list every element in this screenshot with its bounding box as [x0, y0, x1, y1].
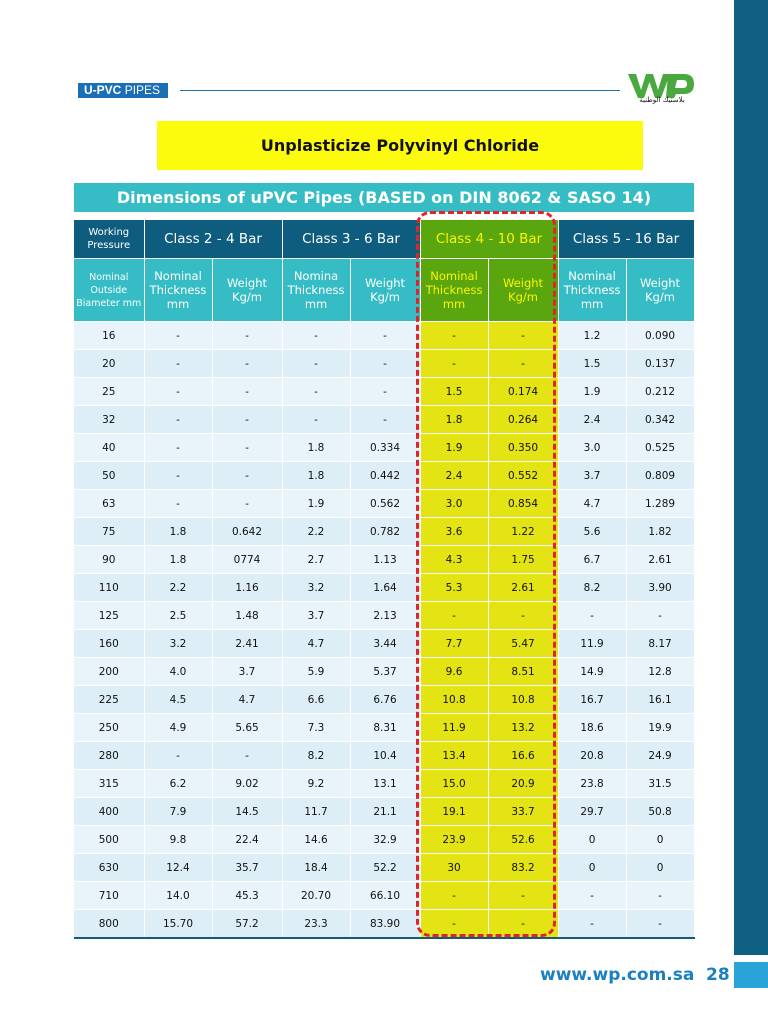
table-cell: -: [144, 462, 212, 490]
table-cell: 5.9: [282, 658, 350, 686]
table-cell: 13.1: [350, 770, 420, 798]
table-cell: -: [420, 350, 488, 378]
table-cell: 2.13: [350, 602, 420, 630]
table-cell: -: [420, 322, 488, 350]
class-header: Class 2 - 4 Bar: [144, 220, 282, 259]
table-cell: -: [350, 378, 420, 406]
diameter-cell: 25: [74, 378, 144, 406]
table-cell: 2.7: [282, 546, 350, 574]
table-cell: -: [558, 910, 626, 939]
table-cell: 83.2: [488, 854, 558, 882]
diameter-cell: 50: [74, 462, 144, 490]
table-cell: 4.5: [144, 686, 212, 714]
table-cell: 1.16: [212, 574, 282, 602]
table-cell: 1.289: [626, 490, 694, 518]
table-cell: 22.4: [212, 826, 282, 854]
diameter-cell: 250: [74, 714, 144, 742]
table-cell: -: [420, 882, 488, 910]
table-row: [74, 574, 694, 602]
table-cell: 0774: [212, 546, 282, 574]
page-title: Unplasticize Polyvinyl Chloride: [157, 121, 643, 170]
table-cell: -: [626, 602, 694, 630]
table-cell: 0.174: [488, 378, 558, 406]
table-cell: 20.8: [558, 742, 626, 770]
table-cell: -: [420, 910, 488, 939]
table-cell: 1.9: [420, 434, 488, 462]
thickness-header: Nominal Thickness mm: [420, 259, 488, 322]
table-cell: 8.2: [558, 574, 626, 602]
table-cell: 3.44: [350, 630, 420, 658]
table-cell: 1.64: [350, 574, 420, 602]
table-cell: 9.8: [144, 826, 212, 854]
table-cell: 14.9: [558, 658, 626, 686]
diameter-cell: 710: [74, 882, 144, 910]
diameter-cell: 90: [74, 546, 144, 574]
table-cell: 5.6: [558, 518, 626, 546]
table-cell: -: [488, 602, 558, 630]
table-cell: 9.6: [420, 658, 488, 686]
table-row: [74, 826, 694, 854]
table-cell: 0.525: [626, 434, 694, 462]
table-cell: 21.1: [350, 798, 420, 826]
table-cell: 32.9: [350, 826, 420, 854]
side-bar: [734, 0, 768, 955]
table-row: [74, 378, 694, 406]
table-cell: -: [350, 350, 420, 378]
table-cell: -: [212, 378, 282, 406]
table-cell: 0.212: [626, 378, 694, 406]
table-cell: 14.6: [282, 826, 350, 854]
table-cell: 23.8: [558, 770, 626, 798]
table-cell: 1.48: [212, 602, 282, 630]
table-cell: 0.350: [488, 434, 558, 462]
diameter-cell: 125: [74, 602, 144, 630]
table-cell: 0.782: [350, 518, 420, 546]
brand-tag: [78, 83, 168, 98]
table-cell: -: [488, 322, 558, 350]
brand-rule: [180, 90, 620, 91]
logo-text: بلاستيك الوطنية: [639, 96, 685, 104]
table-cell: 4.7: [212, 686, 282, 714]
table-row: [74, 546, 694, 574]
table-title: Dimensions of uPVC Pipes (BASED on DIN 8062 & SASO 14): [74, 183, 694, 212]
table-cell: -: [558, 602, 626, 630]
table-cell: -: [626, 882, 694, 910]
table-cell: 3.2: [144, 630, 212, 658]
table-cell: 20.70: [282, 882, 350, 910]
table-cell: 2.61: [626, 546, 694, 574]
table-cell: 0.562: [350, 490, 420, 518]
table-cell: -: [144, 406, 212, 434]
page-number: 28: [706, 965, 730, 985]
table-cell: -: [558, 882, 626, 910]
table-cell: 1.8: [144, 546, 212, 574]
diameter-cell: 225: [74, 686, 144, 714]
table-cell: 3.0: [558, 434, 626, 462]
weight-header: Weight Kg/m: [626, 259, 694, 322]
table-row: [74, 742, 694, 770]
table-cell: 20.9: [488, 770, 558, 798]
table-cell: 4.9: [144, 714, 212, 742]
table-cell: 12.8: [626, 658, 694, 686]
table-cell: 2.4: [420, 462, 488, 490]
table-cell: 83.90: [350, 910, 420, 939]
diameter-cell: 280: [74, 742, 144, 770]
table-cell: 9.2: [282, 770, 350, 798]
diameter-cell: 32: [74, 406, 144, 434]
table-cell: -: [282, 322, 350, 350]
table-cell: 0.137: [626, 350, 694, 378]
table-row: [74, 686, 694, 714]
table-cell: 0.854: [488, 490, 558, 518]
table-cell: 11.9: [558, 630, 626, 658]
table-row: [74, 630, 694, 658]
table-cell: 7.3: [282, 714, 350, 742]
table-cell: 10.8: [420, 686, 488, 714]
pipe-dimensions-table: [74, 220, 695, 939]
table-cell: 0.552: [488, 462, 558, 490]
table-cell: -: [144, 350, 212, 378]
table-cell: -: [212, 350, 282, 378]
table-cell: 8.51: [488, 658, 558, 686]
table-cell: 6.6: [282, 686, 350, 714]
weight-header: Weight Kg/m: [488, 259, 558, 322]
table-cell: 11.7: [282, 798, 350, 826]
table-cell: 0: [626, 854, 694, 882]
table-cell: 3.7: [282, 602, 350, 630]
table-cell: 0.334: [350, 434, 420, 462]
table-row: [74, 770, 694, 798]
brand-bold: U-PVC: [84, 83, 122, 97]
table-cell: 23.3: [282, 910, 350, 939]
table-cell: 0.342: [626, 406, 694, 434]
working-pressure-header: Working Pressure: [74, 220, 144, 259]
table-cell: -: [144, 434, 212, 462]
table-cell: 3.2: [282, 574, 350, 602]
table-cell: 0: [558, 826, 626, 854]
brand-light: PIPES: [124, 83, 161, 97]
table-cell: 14.0: [144, 882, 212, 910]
table-cell: 66.10: [350, 882, 420, 910]
table-cell: 3.6: [420, 518, 488, 546]
table-cell: 4.7: [558, 490, 626, 518]
table-row: [74, 854, 694, 882]
table-cell: 2.4: [558, 406, 626, 434]
table-row: [74, 434, 694, 462]
table-cell: 6.2: [144, 770, 212, 798]
table-cell: 1.8: [282, 462, 350, 490]
thickness-header: Nominal Thickness mm: [144, 259, 212, 322]
table-cell: 0: [626, 826, 694, 854]
table-cell: 1.13: [350, 546, 420, 574]
table-cell: 3.7: [212, 658, 282, 686]
table-cell: -: [144, 742, 212, 770]
diameter-cell: 500: [74, 826, 144, 854]
sub-header-row: [74, 259, 694, 322]
table-cell: 15.0: [420, 770, 488, 798]
diameter-cell: 75: [74, 518, 144, 546]
table-cell: 4.0: [144, 658, 212, 686]
thickness-header: Nomina Thickness mm: [282, 259, 350, 322]
table-cell: 2.61: [488, 574, 558, 602]
diameter-cell: 160: [74, 630, 144, 658]
table-cell: -: [212, 406, 282, 434]
corner-block: [734, 962, 768, 988]
table-cell: 23.9: [420, 826, 488, 854]
table-cell: 0.264: [488, 406, 558, 434]
footer-url[interactable]: www.wp.com.sa: [540, 965, 695, 985]
table-cell: 2.2: [282, 518, 350, 546]
table-cell: 29.7: [558, 798, 626, 826]
table-cell: 10.4: [350, 742, 420, 770]
table-row: [74, 910, 694, 939]
table-cell: 35.7: [212, 854, 282, 882]
table-cell: -: [420, 602, 488, 630]
table-row: [74, 462, 694, 490]
table-cell: 3.7: [558, 462, 626, 490]
table-cell: 6.76: [350, 686, 420, 714]
diameter-cell: 40: [74, 434, 144, 462]
table-cell: -: [144, 490, 212, 518]
table-cell: 10.8: [488, 686, 558, 714]
table-row: [74, 322, 694, 350]
diameter-cell: 200: [74, 658, 144, 686]
thickness-header: Nominal Thickness mm: [558, 259, 626, 322]
table-cell: 16.7: [558, 686, 626, 714]
table-cell: 1.5: [558, 350, 626, 378]
class-header-row: [74, 220, 694, 259]
table-cell: -: [144, 378, 212, 406]
table-cell: 4.3: [420, 546, 488, 574]
table-cell: 5.3: [420, 574, 488, 602]
table-cell: 14.5: [212, 798, 282, 826]
table-cell: -: [212, 434, 282, 462]
diameter-cell: 630: [74, 854, 144, 882]
table-row: [74, 602, 694, 630]
table-cell: 1.75: [488, 546, 558, 574]
weight-header: Weight Kg/m: [350, 259, 420, 322]
table-cell: 2.2: [144, 574, 212, 602]
table-cell: 13.2: [488, 714, 558, 742]
table-cell: 16.1: [626, 686, 694, 714]
table-row: [74, 714, 694, 742]
table-row: [74, 658, 694, 686]
diameter-cell: 110: [74, 574, 144, 602]
table-cell: 50.8: [626, 798, 694, 826]
table-cell: 18.4: [282, 854, 350, 882]
table-cell: 19.1: [420, 798, 488, 826]
table-cell: 4.7: [282, 630, 350, 658]
table-cell: 0.442: [350, 462, 420, 490]
table-cell: 8.2: [282, 742, 350, 770]
table-cell: 8.31: [350, 714, 420, 742]
table-cell: 1.9: [558, 378, 626, 406]
table-cell: 2.5: [144, 602, 212, 630]
table-cell: 19.9: [626, 714, 694, 742]
table-row: [74, 798, 694, 826]
table-cell: -: [212, 490, 282, 518]
table-cell: 52.6: [488, 826, 558, 854]
table-body: [74, 322, 694, 939]
diameter-cell: 63: [74, 490, 144, 518]
table-cell: -: [282, 350, 350, 378]
table-cell: 7.7: [420, 630, 488, 658]
table-cell: 11.9: [420, 714, 488, 742]
table-cell: 1.22: [488, 518, 558, 546]
table-cell: 24.9: [626, 742, 694, 770]
table-cell: 1.2: [558, 322, 626, 350]
table-row: [74, 882, 694, 910]
table-cell: 12.4: [144, 854, 212, 882]
class-header: Class 5 - 16 Bar: [558, 220, 694, 259]
table-cell: 57.2: [212, 910, 282, 939]
table-cell: 1.5: [420, 378, 488, 406]
table-cell: -: [212, 742, 282, 770]
table-cell: -: [212, 322, 282, 350]
table-cell: 5.65: [212, 714, 282, 742]
diameter-cell: 20: [74, 350, 144, 378]
table-cell: 1.8: [420, 406, 488, 434]
table-cell: -: [212, 462, 282, 490]
table-cell: -: [350, 322, 420, 350]
table-cell: 0.642: [212, 518, 282, 546]
table-cell: 1.8: [144, 518, 212, 546]
table-cell: 9.02: [212, 770, 282, 798]
diameter-cell: 800: [74, 910, 144, 939]
outside-diameter-header: Nominal Outside Biameter mm: [74, 259, 144, 322]
table-cell: 3.0: [420, 490, 488, 518]
table-cell: 31.5: [626, 770, 694, 798]
table-cell: 15.70: [144, 910, 212, 939]
table-cell: 1.8: [282, 434, 350, 462]
class-header-highlighted: Class 4 - 10 Bar: [420, 220, 558, 259]
table-cell: 0: [558, 854, 626, 882]
table-cell: 7.9: [144, 798, 212, 826]
table-cell: 0.809: [626, 462, 694, 490]
table-cell: 5.47: [488, 630, 558, 658]
table-cell: 1.9: [282, 490, 350, 518]
diameter-cell: 16: [74, 322, 144, 350]
table-row: [74, 350, 694, 378]
logo-letters: WP: [632, 86, 634, 87]
table-cell: 30: [420, 854, 488, 882]
table-cell: 1.82: [626, 518, 694, 546]
table-cell: 8.17: [626, 630, 694, 658]
table-cell: 6.7: [558, 546, 626, 574]
table-cell: -: [350, 406, 420, 434]
table-cell: -: [488, 882, 558, 910]
table-cell: -: [144, 322, 212, 350]
weight-header: Weight Kg/m: [212, 259, 282, 322]
diameter-cell: 315: [74, 770, 144, 798]
table-cell: -: [626, 910, 694, 939]
table-cell: -: [488, 910, 558, 939]
table-cell: -: [282, 406, 350, 434]
table-cell: -: [282, 378, 350, 406]
table-row: [74, 490, 694, 518]
table-cell: 16.6: [488, 742, 558, 770]
table-cell: 45.3: [212, 882, 282, 910]
table-cell: 13.4: [420, 742, 488, 770]
table-cell: 18.6: [558, 714, 626, 742]
table-cell: 52.2: [350, 854, 420, 882]
table-cell: -: [488, 350, 558, 378]
table-cell: 2.41: [212, 630, 282, 658]
diameter-cell: 400: [74, 798, 144, 826]
table-cell: 33.7: [488, 798, 558, 826]
table-row: [74, 406, 694, 434]
class-header: Class 3 - 6 Bar: [282, 220, 420, 259]
table-cell: 5.37: [350, 658, 420, 686]
table-row: [74, 518, 694, 546]
table-cell: 0.090: [626, 322, 694, 350]
table-cell: 3.90: [626, 574, 694, 602]
